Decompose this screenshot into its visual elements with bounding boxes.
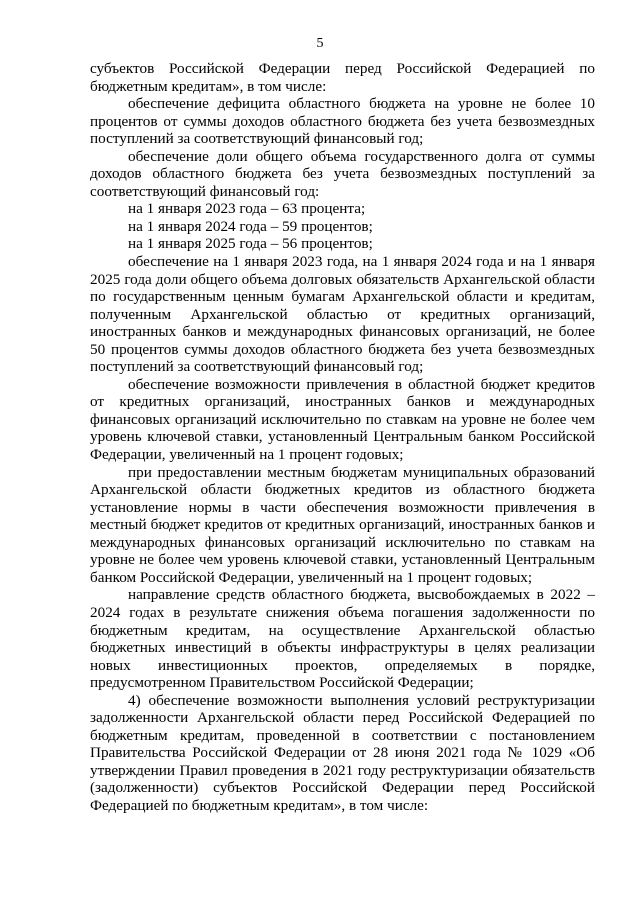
paragraph: обеспечение дефицита областного бюджета на уровне не более 10 процентов от суммы доходов областного бюджета без учета безвозмездных поступлений за соответствующий финансовый год; (90, 95, 595, 148)
list-item: на 1 января 2024 года – 59 процентов; (128, 217, 373, 235)
paragraph: направление средств областного бюджета, высвобождаемых в 2022 – 2024 годах в результате снижения объема погашения задолженности по бюджетным кредитам, на осуществление Архангельской областью бюджетных инвестиций в объекты инфраструктуры в целях реализации новых инвестиционных проектов, определяемых в порядке, предусмотренном Правительством Российской Федерации; (90, 586, 595, 692)
list-item: на 1 января 2023 года – 63 процента; (128, 200, 366, 218)
paragraph: субъектов Российской Федерации перед Российской Федерацией по бюджетным кредитам», в том числе: (90, 60, 595, 95)
paragraph: обеспечение возможности привлечения в областной бюджет кредитов от кредитных организаций, иностранных банков и международных финансовых организаций исключительно по ставкам на уровне не более чем уровень ключевой ставки, установленный Центральным банком Российской Федерации, увеличенный на 1 процент годовых; (90, 375, 595, 464)
document-body (90, 60, 595, 815)
paragraph: обеспечение на 1 января 2023 года, на 1 января 2024 года и на 1 января 2025 года доли общего объема долговых обязательств Архангельской области по государственным ценным бумагам Архангельской области и кредитам, полученным Архангельской областью от кредитных организаций, иностранных банков и международных финансовых организаций, не более 50 процентов суммы доходов областного бюджета без учета безвозмездных поступлений за соответствующий финансовый год; (90, 253, 595, 376)
paragraph: обеспечение доли общего объема государственного долга от суммы доходов областного бюджета без учета безвозмездных поступлений за соответствующий финансовый год: (90, 147, 595, 200)
list-item: на 1 января 2025 года – 56 процентов; (128, 235, 373, 253)
page-number: 5 (316, 36, 324, 51)
paragraph: при предоставлении местным бюджетам муниципальных образований Архангельской области бюджетных кредитов из областного бюджета установление нормы в части обеспечения возможности привлечения в местный бюджет кредитов от кредитных организаций, иностранных банков и международных финансовых организаций исключительно по ставкам на уровне не более чем уровень ключевой ставки, установленный Центральным банком Российской Федерации, увеличенный на 1 процент годовых; (90, 463, 595, 586)
paragraph: 4) обеспечение возможности выполнения условий реструктуризации задолженности Архангельской области перед Российской Федерацией по бюджетным кредитам, проведенной в соответствии с постановлением Правительства Российской Федерации от 28 июня 2021 года № 1029 «Об утверждении Правил проведения в 2021 году реструктуризации обязательств (задолженности) субъектов Российской Федерации перед Российской Федерацией по бюджетным кредитам», в том числе: (90, 691, 595, 814)
